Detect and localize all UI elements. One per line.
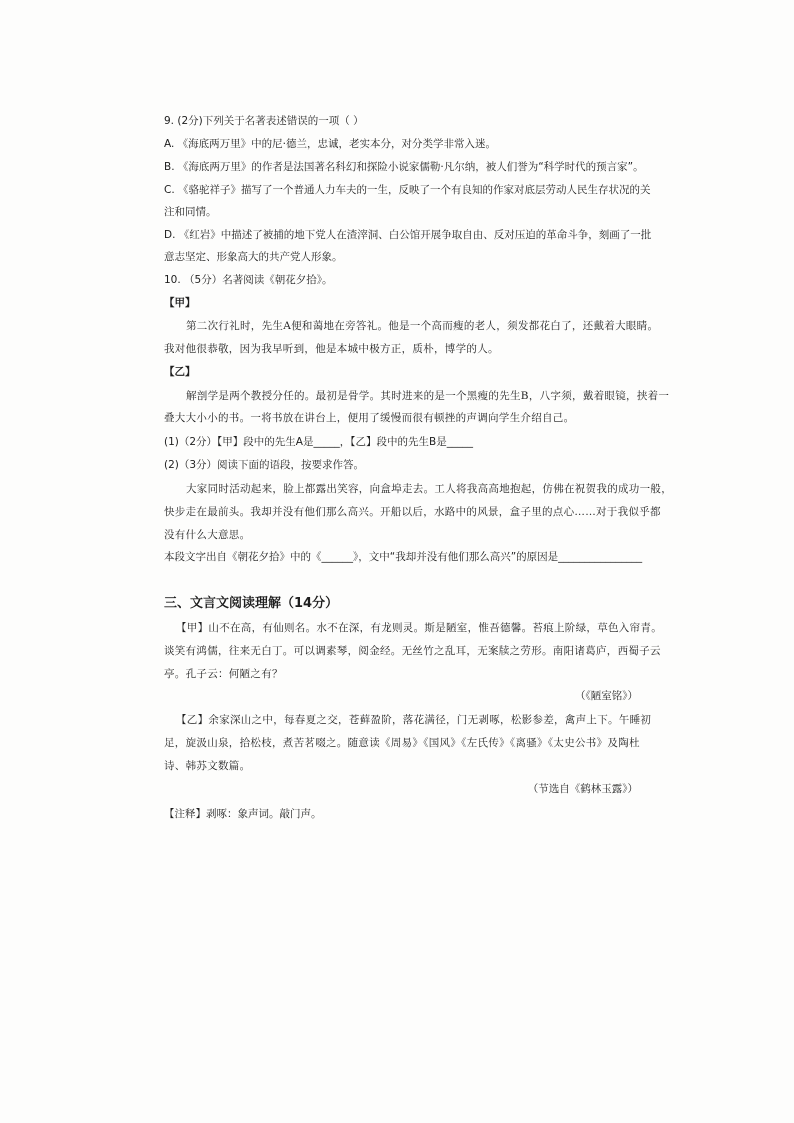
s3-yi-line2: 足，旋汲山泉，拾松枝，煮苦茗啜之。随意读《周易》《国风》《左氏传》《离骚》《太史公书》及陶杜 [164,737,640,749]
q9-option-b: B. 《海底两万里》的作者是法国著名科幻和探险小说家儒勒·凡尔纳，被人们誉为“科学时代的预言家”。 [164,161,644,173]
q10-jia-line2: 我对他很恭敬，因为我早听到，他是本城中极方正，质朴，博学的人。 [164,343,499,355]
s3-jia-line3: 亭。孔子云：何陋之有？ [164,668,283,680]
q10-sub1: (1)（2分）【甲】段中的先生A是_____，【乙】段中的先生B是_____ [164,436,473,448]
s3-yi-source: （节选自《鹤林玉露》） [527,783,638,795]
s3-jia-line1: 【甲】山不在高，有仙则名。水不在深，有龙则灵。斯是陋室，惟吾德馨。苔痕上阶绿，草色入帘青。 [176,622,662,634]
q9-option-c-line1: C. 《骆驼祥子》描写了一个普通人力车夫的一生，反映了一个有良知的作家对底层劳动人民生存状况的关 [164,184,651,196]
s3-yi-line3: 诗、韩苏文数篇。 [164,760,251,772]
q10-yi-label: 【乙】 [164,366,196,378]
q10-passage-line2: 快步走在最前头。我却并没有他们那么高兴。开船以后，水路中的风景，盒子里的点心……对于我似乎都 [164,506,661,518]
s3-jia-line2: 谈笑有鸿儒，往来无白丁。可以调素琴，阅金经。无丝竹之乱耳，无案牍之劳形。南阳诸葛庐，西蜀子云 [164,645,661,657]
s3-jia-source: （《陋室铭》） [575,690,638,702]
q10-stem: 10. （5分）名著阅读《朝花夕拾》。 [164,274,333,286]
q10-yi-line1: 解剖学是两个教授分任的。最初是骨学。其时进来的是一个黑瘦的先生B，八字须，戴着眼镜，挟着一 [186,390,670,402]
q10-sub2: (2)（3分）阅读下面的语段，按要求作答。 [164,459,365,471]
s3-note: 【注释】剥啄：象声词。敲门声。 [164,808,322,820]
q10-tail: 本段文字出自《朝花夕拾》中的《______》，文中“我却并没有他们那么高兴”的原因是________________ [164,551,643,563]
q9-option-a: A. 《海底两万里》中的尼·德兰，忠诚，老实本分，对分类学非常入迷。 [164,138,497,150]
q10-jia-line1: 第二次行礼时，先生A便和蔼地在旁答礼。他是一个高而瘦的老人，须发都花白了，还戴着大眼睛。 [186,320,659,332]
q9-stem: 9. (2分)下列关于名著表述错误的一项（ ） [164,115,364,127]
q10-passage-line3: 没有什么大意思。 [164,529,251,541]
section3-heading: 三、文言文阅读理解（14分） [164,596,339,611]
s3-yi-line1: 【乙】余家深山之中，每春夏之交，苍藓盈阶，落花满径，门无剥啄，松影参差，禽声上下。午睡初 [176,714,652,726]
q9-option-c-line2: 注和同情。 [164,206,217,218]
q9-option-d-line1: D. 《红岩》中描述了被捕的地下党人在渣滓洞、白公馆开展争取自由、反对压迫的革命斗争，刻画了一批 [164,229,652,241]
q9-option-d-line2: 意志坚定、形象高大的共产党人形象。 [164,251,343,263]
q10-yi-line2: 叠大大小小的书。一将书放在讲台上，便用了缓慢而很有顿挫的声调向学生介绍自己。 [164,412,575,424]
q10-jia-label: 【甲】 [164,297,196,309]
q10-passage-line1: 大家同时活动起来，脸上都露出笑容，向盒埠走去。工人将我高高地抱起，仿佛在祝贺我的成功一般， [186,483,672,495]
